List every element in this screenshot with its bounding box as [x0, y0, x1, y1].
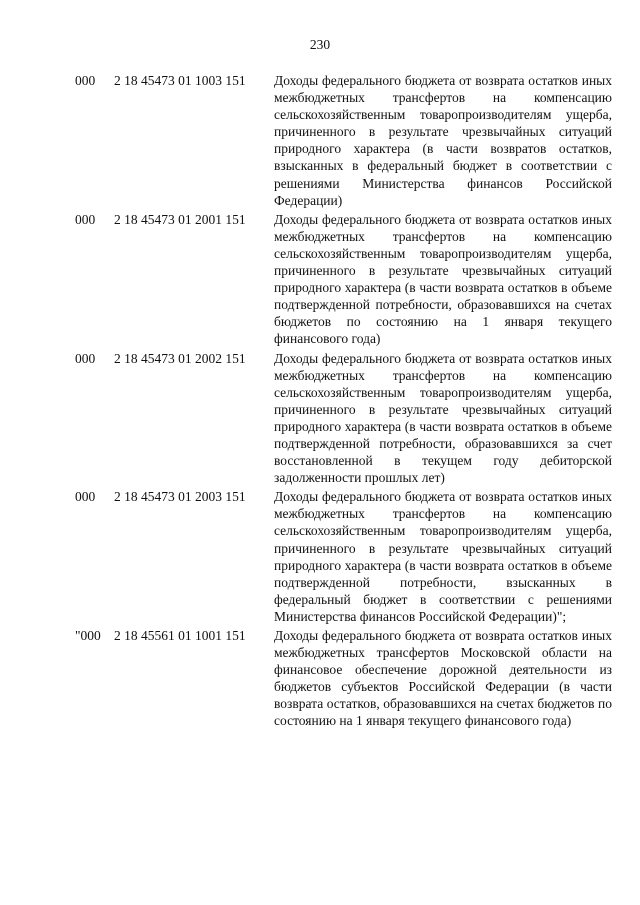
- budget-classification-code: 2 18 45561 01 1001 151: [114, 628, 246, 643]
- budget-code-row: [0, 488, 640, 625]
- budget-code-row: [0, 627, 640, 730]
- budget-classification-code: 2 18 45473 01 1003 151: [114, 73, 246, 88]
- budget-code-row: [0, 72, 640, 209]
- code-prefix: 000: [75, 73, 96, 88]
- code-description: Доходы федерального бюджета от возврата остатков иных межбюджетных трансфертов на компенсацию сельскохозяйственным товаропроизводителям ущерба, причиненного в результате чрезвычайных ситуаций природного характера (в части возвратов остатков, взысканных в федеральный бюджет в соответствии с решениями Министерства финансов Российской Федерации): [274, 73, 612, 208]
- budget-classification-code: 2 18 45473 01 2001 151: [114, 211, 246, 227]
- code-prefix: 000: [75, 489, 96, 505]
- budget-code-row: [0, 211, 640, 348]
- code-description: Доходы федерального бюджета от возврата остатков иных межбюджетных трансфертов на компенсацию сельскохозяйственным товаропроизводителям ущерба, причиненного в результате чрезвычайных ситуаций природного характера (в части возврата остатков в объеме подтвержденной потребности, образовавшихся на счетах бюджетов по состоянию на 1 января текущего финансового года): [274, 211, 612, 347]
- budget-classification-code: 2 18 45473 01 2002 151: [114, 350, 246, 366]
- code-prefix: 000: [75, 350, 96, 366]
- code-prefix: "000: [75, 628, 101, 643]
- budget-classification-code: 2 18 45473 01 2003 151: [114, 489, 246, 505]
- code-description: Доходы федерального бюджета от возврата остатков иных межбюджетных трансфертов Московской области на финансовое обеспечение дорожной деятельности из бюджетов субъектов Российской Федерации (в части возврата остатков, образовавшихся на счетах бюджетов по состоянию на 1 января текущего финансового года): [274, 628, 612, 729]
- code-description: Доходы федерального бюджета от возврата остатков иных межбюджетных трансфертов на компенсацию сельскохозяйственным товаропроизводителям ущерба, причиненного в результате чрезвычайных ситуаций природного характера (в части возврата остатков в объеме подтвержденной потребности, образовавшихся за счет восстановленной в текущем году дебиторской задолженности прошлых лет): [274, 350, 612, 486]
- budget-code-row: [0, 350, 640, 487]
- page-number: 230: [309, 37, 331, 52]
- code-prefix: 000: [75, 211, 96, 227]
- code-description: Доходы федерального бюджета от возврата остатков иных межбюджетных трансфертов на компенсацию сельскохозяйственным товаропроизводителям ущерба, причиненного в результате чрезвычайных ситуаций природного характера (в части возврата остатков в объеме подтвержденной потребности, взысканных в федеральный бюджет в соответствии с решениями Министерства финансов Российской Федерации)";: [274, 489, 612, 624]
- budget-code-list: [0, 72, 640, 732]
